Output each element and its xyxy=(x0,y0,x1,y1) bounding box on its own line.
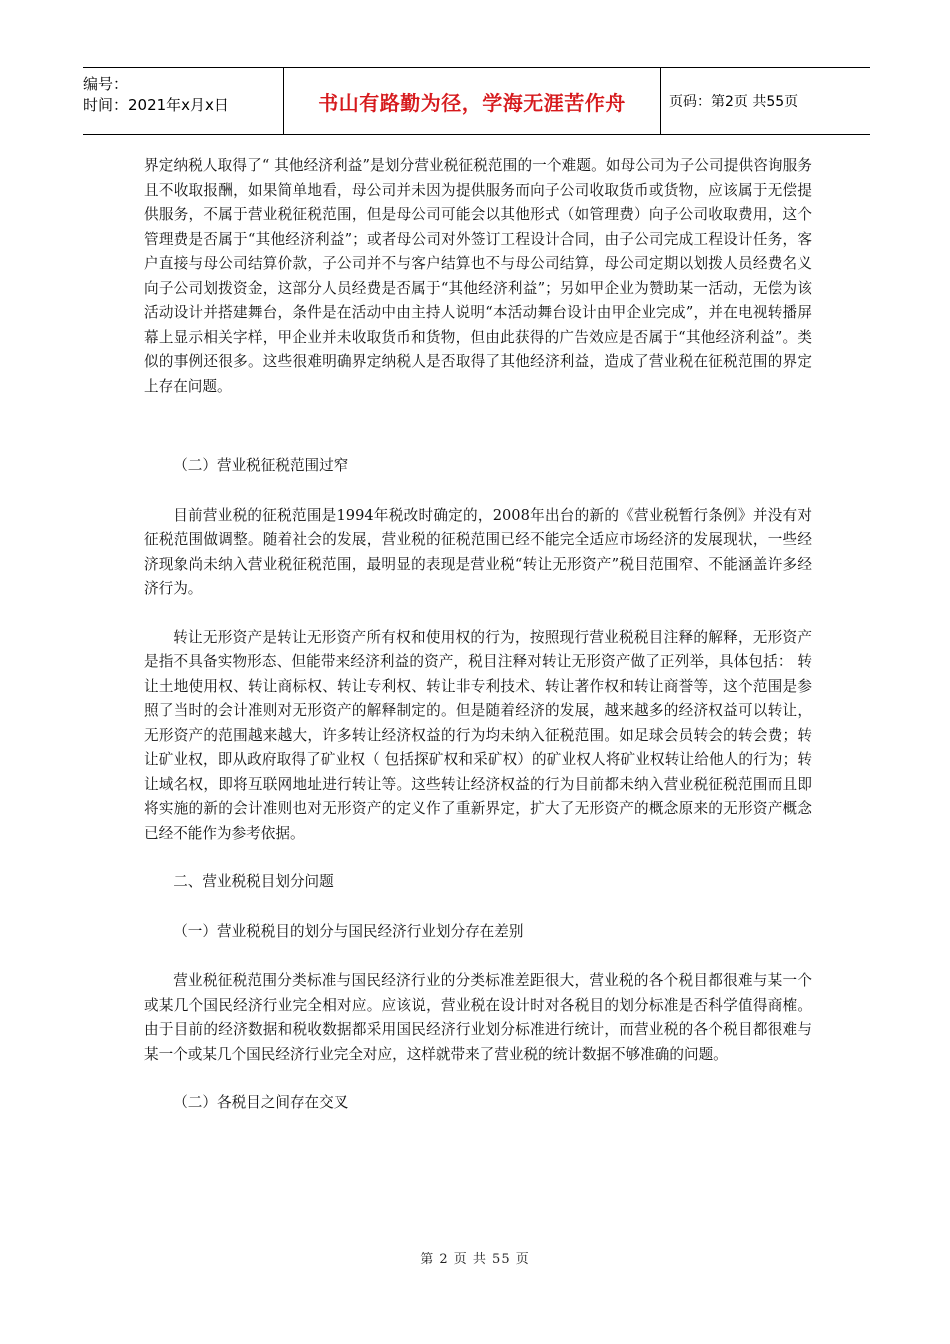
header-page-number: 页码：第2页 共55页 xyxy=(669,94,799,110)
document-number: 编号： xyxy=(83,75,129,93)
paragraph: 营业税征税范围分类标准与国民经济行业的分类标准差距很大，营业税的各个税目都很难与某一个或某几个国民经济行业完全相对应。应该说，营业税在设计时对各税目的划分标准是否科学值得商榷。由于目前的经济数据和税收数据都采用国民经济行业划分标准进行统计，而营业税的各个税目都很难与某一个或某几个国民经济行业完全对应，这样就带来了营业税的统计数据不够准确的问题。 xyxy=(144,972,812,1063)
paragraph: 目前营业税的征税范围是1994年税改时确定的，2008年出台的新的《营业税暂行条例》并没有对征税范围做调整。随着社会的发展，营业税的征税范围已经不能完全适应市场经济的发展现状，一些经济现象尚未纳入营业税征税范围，最明显的表现是营业税“转让无形资产”税目范围窄、不能涵盖许多经济行为。 xyxy=(144,506,812,597)
document-date: 时间：2021年x月x日 xyxy=(83,96,229,114)
section-heading: 二、营业税税目划分问题 xyxy=(173,873,334,890)
section-heading: （一）营业税税目的划分与国民经济行业划分存在差别 xyxy=(173,922,524,940)
header-meta xyxy=(83,68,283,134)
page-header xyxy=(83,67,870,135)
section-heading: （二）各税目之间存在交叉 xyxy=(173,1094,349,1111)
page-footer: 第 2 页 共 55 页 xyxy=(420,1252,530,1267)
paragraph: 转让无形资产是转让无形资产所有权和使用权的行为，按照现行营业税税目注释的解释，无形资产是指不具备实物形态、但能带来经济利益的资产，税目注释对转让无形资产做了正列举，具体包括： 转让土地使用权、转让商标权、转让专利权、转让非专利技术、转让著作权和转让商誉等，这个范围是参照了当时的会计准则对无形资产的解释制定的。但是随着经济的发展，越来越多的经济权益可以转让，无形资产的范围越来越大，许多转让经济权益的行为均未纳入征税范围。如足球会员转会的转会费；转让矿业权，即从政府取得了矿业权（ 包括探矿权和采矿权）的矿业权人将矿业权转让给他人的行为；转让域名权，即将互联网地址进行转让等。这些转让经济权益的行为目前都未纳入营业税征税范围而且即将实施的新的会计准则也对无形资产的定义作了重新界定，扩大了无形资产的概念原来的无形资产概念已经不能作为参考依据。 xyxy=(144,628,812,842)
document-body xyxy=(144,154,812,1141)
section-heading: （二）营业税征税范围过窄 xyxy=(173,457,349,474)
header-motto: 书山有路勤为径，学海无涯苦作舟 xyxy=(283,68,661,134)
paragraph: 界定纳税人取得了“ 其他经济利益”是划分营业税征税范围的一个难题。如母公司为子公司提供咨询服务且不收取报酬，如果简单地看，母公司并未因为提供服务而向子公司收取货币或货物，应该属于无偿提供服务，不属于营业税征税范围，但是母公司可能会以其他形式（如管理费）向子公司收取费用，这个管理费是否属于“其他经济利益”；或者母公司对外签订工程设计合同，由子公司完成工程设计任务，客户直接与母公司结算价款，子公司并不与客户结算也不与母公司结算，母公司定期以划拨人员经费名义向子公司划拨资金，这部分人员经费是否属于“其他经济利益”；另如甲企业为赞助某一活动，无偿为该活动设计并搭建舞台，条件是在活动中由主持人说明“本活动舞台设计由甲企业完成”，并在电视转播屏幕上显示相关字样，甲企业并未收取货币和货物，但由此获得的广告效应是否属于“其他经济利益”。类似的事例还很多。这些很难明确界定纳税人是否取得了其他经济利益，造成了营业税在征税范围的界定上存在问题。 xyxy=(144,157,812,395)
